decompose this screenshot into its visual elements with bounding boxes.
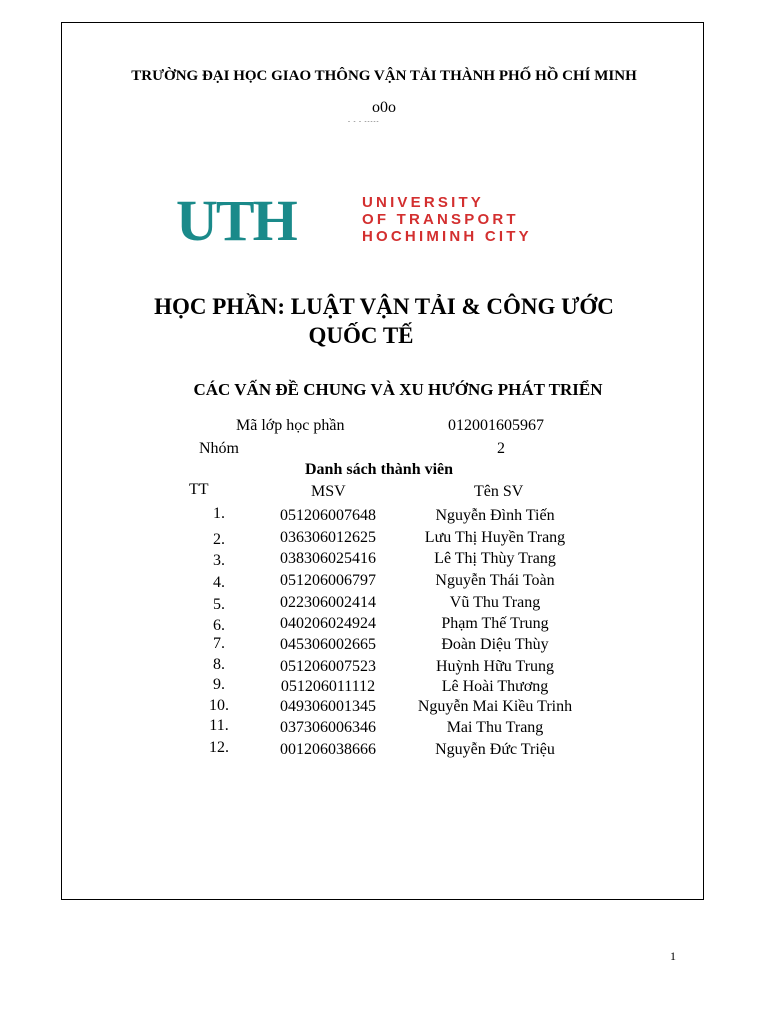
ornament: o0o [372, 99, 396, 116]
row-number: 1. [213, 505, 225, 522]
row-msv: 001206038666 [280, 741, 376, 758]
header-name: Tên SV [474, 483, 524, 500]
row-msv: 051206007523 [280, 658, 376, 675]
row-number: 10. [209, 697, 229, 714]
class-code-value: 012001605967 [448, 417, 544, 434]
logo-line-2: OF TRANSPORT [362, 211, 519, 228]
logo-wordmark [362, 194, 532, 245]
logo-letters: UTH [176, 188, 296, 253]
row-student-name: Huỳnh Hữu Trung [435, 658, 555, 675]
group-label: Nhóm [199, 440, 239, 457]
member-list-title: Danh sách thành viên [305, 461, 454, 478]
row-student-name: Lưu Thị Huyền Trang [424, 529, 566, 546]
row-msv: 051206007648 [280, 507, 376, 524]
row-number: 4. [213, 574, 225, 591]
row-msv: 049306001345 [280, 698, 376, 715]
row-msv: 040206024924 [280, 615, 376, 632]
topic-title: CÁC VẤN ĐỀ CHUNG VÀ XU HƯỚNG PHÁT TRIỂN [193, 380, 603, 399]
course-title-line-2: QUỐC TẾ [308, 323, 414, 348]
logo-line-3: HOCHIMINH CITY [362, 228, 532, 245]
page-number: 1 [670, 949, 676, 963]
row-number: 11. [209, 717, 229, 734]
row-number: 12. [209, 739, 229, 756]
course-title-line-1: HỌC PHẦN: LUẬT VẬN TẢI & CÔNG ƯỚC [154, 294, 614, 319]
logo-line-1: UNIVERSITY [362, 194, 485, 211]
ornament-dashes: - - - ----- [348, 119, 380, 125]
row-msv: 038306025416 [280, 550, 376, 567]
group-value: 2 [497, 440, 505, 457]
row-number: 3. [213, 552, 225, 569]
school-name: TRƯỜNG ĐẠI HỌC GIAO THÔNG VẬN TẢI THÀNH PHỐ HỒ CHÍ MINH [131, 68, 637, 84]
row-student-name: Nguyễn Mai Kiều Trinh [417, 698, 573, 715]
row-msv: 036306012625 [280, 529, 376, 546]
row-number: 2. [213, 531, 225, 548]
row-student-name: Vũ Thu Trang [449, 594, 541, 611]
row-number: 9. [213, 676, 225, 693]
course-title [0, 292, 768, 350]
row-student-name: Đoàn Diệu Thùy [441, 636, 549, 653]
row-student-name: Phạm Thế Trung [441, 615, 549, 632]
row-msv: 022306002414 [280, 594, 376, 611]
row-student-name: Nguyễn Đình Tiến [435, 507, 555, 524]
row-number: 8. [213, 656, 225, 673]
row-msv: 045306002665 [280, 636, 376, 653]
header-msv: MSV [311, 483, 346, 500]
class-code-label: Mã lớp học phần [236, 417, 345, 434]
row-student-name: Lê Thị Thùy Trang [434, 550, 556, 567]
header-tt: TT [189, 481, 209, 498]
row-student-name: Mai Thu Trang [446, 719, 544, 736]
row-number: 5. [213, 596, 225, 613]
row-student-name: Lê Hoài Thương [441, 678, 549, 695]
row-msv: 051206011112 [280, 678, 376, 695]
row-msv: 051206006797 [280, 572, 376, 589]
row-number: 6. [213, 617, 225, 634]
row-student-name: Nguyễn Đức Triệu [435, 741, 555, 758]
row-msv: 037306006346 [280, 719, 376, 736]
row-number: 7. [213, 635, 225, 652]
row-student-name: Nguyễn Thái Toàn [435, 572, 555, 589]
